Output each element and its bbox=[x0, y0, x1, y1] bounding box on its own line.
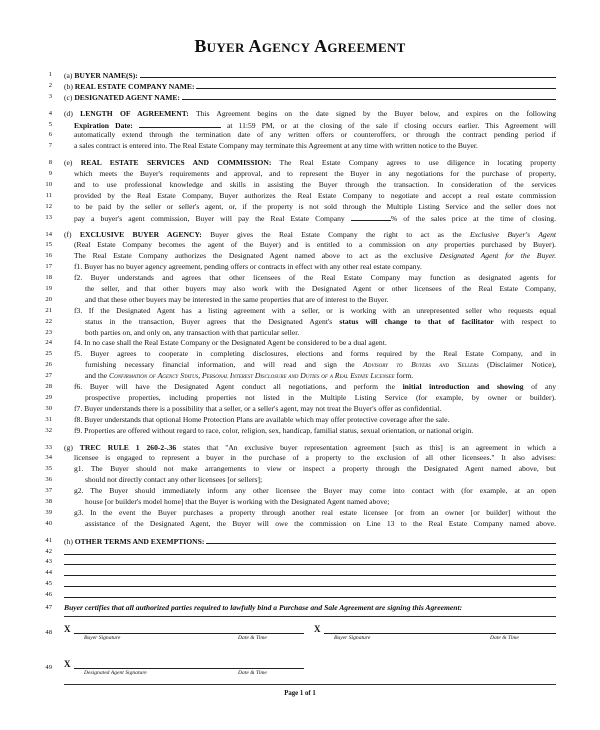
line-text: f8. Buyer understands that optional Home Protection Plans are available which may offer protective coverage after the sale. bbox=[74, 414, 450, 424]
line-text: automatically extend through the termination date of any written offers or counteroffers, or through the contract pending period if bbox=[74, 130, 556, 140]
line-number: 43 bbox=[45, 558, 52, 566]
line-number: 32 bbox=[45, 426, 52, 434]
line-number: 47 bbox=[45, 604, 52, 611]
line-39 bbox=[0, 508, 600, 519]
company-name-field[interactable]: (b) REAL ESTATE COMPANY NAME: bbox=[64, 81, 556, 93]
agent-signature-line[interactable] bbox=[74, 667, 304, 669]
agreement-body bbox=[0, 70, 600, 601]
line-32 bbox=[0, 426, 600, 437]
line-38 bbox=[0, 497, 600, 508]
line-26 bbox=[0, 360, 600, 371]
line-12 bbox=[0, 202, 600, 213]
line-text: f7. Buyer understands there is a possibility that a seller, or a seller's agent, may not treat the Buyer's offer as confidential. bbox=[74, 403, 442, 413]
line-11 bbox=[0, 191, 600, 202]
line-number: 39 bbox=[45, 508, 52, 516]
line-number: 10 bbox=[45, 181, 52, 189]
line-24 bbox=[0, 338, 600, 349]
other-terms-field[interactable]: (h) OTHER TERMS AND EXEMPTIONS: bbox=[64, 536, 556, 548]
buyer-signature-caption: Buyer Signature bbox=[84, 635, 121, 641]
line-text: which meets the Buyer's requirements and approval, and to represent the Buyer in any negotiations for the purchase of property, bbox=[74, 169, 556, 179]
line-10 bbox=[0, 180, 600, 191]
line-number: 48 bbox=[45, 629, 52, 636]
line-28 bbox=[0, 382, 600, 393]
line-37 bbox=[0, 486, 600, 497]
line-text: prospective properties, including properties not listed in the Multiple Listing Service (for example, by owner or builder). bbox=[85, 392, 556, 402]
line-number: 4 bbox=[48, 109, 52, 117]
line-number: 23 bbox=[45, 328, 52, 336]
line-text: both parties on, and only on, any transaction with that particular seller. bbox=[85, 327, 300, 337]
line-number: 2 bbox=[48, 81, 52, 89]
exclusive-text: (f) EXCLUSIVE BUYER AGENCY: Buyer gives the Real Estate Company the right to act as the Exclusive Buyer's Agent bbox=[64, 229, 556, 239]
line-2 bbox=[0, 81, 600, 92]
designated-agent-field[interactable]: (c) DESIGNATED AGENT NAME: bbox=[64, 92, 556, 104]
line-5 bbox=[0, 120, 600, 131]
line-text: provided by the Real Estate Company, Buyer authorizes the Real Estate Company to negotiate and accept a real estate commission bbox=[74, 190, 556, 200]
line-text: f1. Buyer has no buyer agency agreement, pending offers or contracts in effect with any other real estate company. bbox=[74, 262, 422, 272]
line-text: g1. The Buyer should not make arrangements to view or inspect a property through the Designated Agent named above, but bbox=[74, 464, 556, 474]
line-number: 25 bbox=[45, 350, 52, 358]
line-1 bbox=[0, 70, 600, 81]
line-15 bbox=[0, 240, 600, 251]
page-number: Page 1 of 1 bbox=[284, 690, 316, 697]
line-21 bbox=[0, 306, 600, 317]
line-text: f6. Buyer will have the Designated Agent conduct all negotiations, and perform the initial introduction and showing of any bbox=[74, 382, 556, 392]
line-text: The Real Estate Company authorizes the Designated Agent named above to act as the exclusive Designated Agent for the Buyer. bbox=[74, 251, 556, 261]
line-6 bbox=[0, 130, 600, 141]
line-text: and that these other buyers may be interested in the same properties that are of interest to the Buyer. bbox=[85, 294, 389, 304]
line-14 bbox=[0, 230, 600, 241]
line-number: 11 bbox=[45, 191, 52, 199]
buyer-signature-line[interactable] bbox=[74, 632, 304, 634]
line-number: 27 bbox=[45, 372, 52, 380]
line-23 bbox=[0, 328, 600, 339]
line-number: 7 bbox=[48, 142, 52, 150]
date-time-caption: Date & Time bbox=[490, 635, 519, 641]
line-number: 29 bbox=[45, 393, 52, 401]
line-text: should not directly contact any other licensees [or sellers]; bbox=[85, 475, 263, 485]
line-text: f9. Properties are offered without regard to race, color, religion, sex, handicap, familial status, sexual orientation, or national origin. bbox=[74, 425, 474, 435]
line-44 bbox=[0, 568, 600, 579]
line-number: 5 bbox=[48, 120, 52, 128]
line-number: 20 bbox=[45, 295, 52, 303]
line-30 bbox=[0, 404, 600, 415]
certification-text: Buyer certifies that all authorized parties required to lawfully bind a Purchase and Sale Agreement are signing this Agreement: bbox=[64, 603, 463, 612]
signature-x-mark: X bbox=[64, 659, 71, 669]
line-19 bbox=[0, 284, 600, 295]
line-text: f2. Buyer understands and agrees that other licensees of the Real Estate Company may function as designated agents for bbox=[74, 273, 556, 283]
line-number: 37 bbox=[45, 487, 52, 495]
line-number: 15 bbox=[45, 241, 52, 249]
line-number: 19 bbox=[45, 285, 52, 293]
line-number: 40 bbox=[45, 519, 52, 527]
line-text: status in the transaction, Buyer agrees that the Designated Agent's status will change to that of facilitator with respect to bbox=[85, 316, 556, 326]
line-text: a sales contract is entered into. The Real Estate Company may terminate this Agreement at any time with written notice to the Buyer. bbox=[74, 141, 478, 151]
line-7 bbox=[0, 141, 600, 152]
line-number: 16 bbox=[45, 252, 52, 260]
line-18 bbox=[0, 273, 600, 284]
date-time-caption: Date & Time bbox=[238, 635, 267, 641]
line-35 bbox=[0, 464, 600, 475]
line-text: f5. Buyer agrees to cooperate in completing disclosures, elections and forms required by the Real Estate Company, and in bbox=[74, 349, 556, 359]
line-17 bbox=[0, 262, 600, 273]
line-22 bbox=[0, 317, 600, 328]
line-text: f3. If the Designated Agent has a listing agreement with a seller, or is working with an unrepresented seller who requests equal bbox=[74, 305, 556, 315]
line-number: 1 bbox=[48, 71, 52, 78]
line-number: 21 bbox=[45, 306, 52, 314]
length-text: (d) LENGTH OF AGREEMENT: This Agreement begins on the date signed by the Buyer below, and expires on the following bbox=[64, 108, 556, 118]
line-40 bbox=[0, 519, 600, 530]
line-number: 24 bbox=[45, 339, 52, 347]
expiration-field[interactable]: Expiration Date: at 11:59 PM, or at the closing of the sale if closing occurs earlier. This Agreement will bbox=[74, 120, 556, 130]
line-number: 26 bbox=[45, 361, 52, 369]
trec-text: (g) TREC RULE 1 260-2-.36 states that "An exclusive buyer representation agreement [such as this] is an agreement in which a bbox=[64, 442, 556, 452]
line-8 bbox=[0, 158, 600, 169]
line-text: assistance of the Designated Agent, the Buyer will owe the commission on Line 13 to the Real Estate Company named above. bbox=[85, 518, 556, 528]
line-number: 13 bbox=[45, 213, 52, 221]
line-number: 46 bbox=[45, 591, 52, 599]
divider bbox=[64, 616, 556, 617]
signature-x-mark: X bbox=[314, 624, 321, 634]
line-text: (Real Estate Company becomes the agent of the Buyer) and is entitled to a commission on any properties purchased by Buyer). bbox=[74, 240, 556, 250]
line-number: 12 bbox=[45, 202, 52, 210]
line-3 bbox=[0, 92, 600, 103]
line-number: 22 bbox=[45, 317, 52, 325]
line-text: to be paid by the seller or seller's agent, or, if the property is not sold through the Multiple Listing Service and the seller does not bbox=[74, 201, 556, 211]
line-number: 44 bbox=[45, 569, 52, 577]
line-16 bbox=[0, 251, 600, 262]
footer-divider bbox=[64, 684, 556, 685]
line-4 bbox=[0, 109, 600, 120]
line-number: 17 bbox=[45, 263, 52, 271]
line-number: 28 bbox=[45, 383, 52, 391]
signature-x-mark: X bbox=[64, 624, 71, 634]
buyer-signature-caption: Buyer Signature bbox=[334, 635, 371, 641]
line-13 bbox=[0, 213, 600, 224]
line-text: house [or builder's model home] that the Buyer is working with the Designated Agent named above; bbox=[85, 496, 390, 506]
line-number: 6 bbox=[48, 131, 52, 139]
line-43 bbox=[0, 557, 600, 568]
line-text: and to use professional knowledge and skills in assisting the Buyer through the transaction. In consideration of the services bbox=[74, 180, 556, 190]
line-46 bbox=[0, 590, 600, 601]
line-20 bbox=[0, 295, 600, 306]
line-text: g2. The Buyer should immediately inform any other licensee the Buyer may come into contact with (for example, at an open bbox=[74, 486, 556, 496]
line-42 bbox=[0, 547, 600, 558]
line-number: 41 bbox=[45, 536, 52, 544]
line-text: the seller, and that other buyers may also work with the Designated Agent or other licensees of the Real Estate Company, bbox=[85, 284, 556, 294]
line-number: 49 bbox=[45, 664, 52, 671]
line-number: 36 bbox=[45, 476, 52, 484]
commission-field[interactable]: pay a buyer's agent commission, Buyer will pay the Real Estate Company % of the sales price at the time of closing. bbox=[74, 213, 556, 223]
buyer-names-field[interactable]: (a) BUYER NAME(S): bbox=[64, 70, 556, 82]
page-title: Buyer Agency Agreement bbox=[194, 36, 406, 56]
line-number: 14 bbox=[45, 230, 52, 238]
line-number: 31 bbox=[45, 415, 52, 423]
line-number: 3 bbox=[48, 92, 52, 100]
line-34 bbox=[0, 453, 600, 464]
line-29 bbox=[0, 393, 600, 404]
blank-line[interactable] bbox=[64, 590, 556, 602]
line-number: 8 bbox=[48, 159, 52, 167]
agent-signature-caption: Designated Agent Signature bbox=[84, 670, 147, 676]
line-27 bbox=[0, 371, 600, 382]
line-text: and the Confirmation of Agency Status, Personal Interest Disclosure and Duties of a Real Estate Licensee form. bbox=[85, 371, 414, 381]
line-text: g3. In the event the Buyer purchases a property through another real estate licensee [or from an owner [or builder] without the bbox=[74, 507, 556, 517]
services-text: (e) REAL ESTATE SERVICES AND COMMISSION: The Real Estate Company agrees to use diligence in locating property bbox=[64, 158, 556, 168]
line-45 bbox=[0, 579, 600, 590]
line-text: licensee is engaged to represent a buyer in the purchase of a property to the exclusion of all other licensees." It also advises: bbox=[74, 453, 556, 463]
line-number: 45 bbox=[45, 580, 52, 588]
line-number: 38 bbox=[45, 497, 52, 505]
line-number: 42 bbox=[45, 547, 52, 555]
line-9 bbox=[0, 169, 600, 180]
line-number: 33 bbox=[45, 443, 52, 451]
line-text: f4. In no case shall the Real Estate Company or the Designated Agent be considered to be a dual agent. bbox=[74, 338, 387, 348]
line-number: 30 bbox=[45, 404, 52, 412]
line-41 bbox=[0, 536, 600, 547]
line-number: 35 bbox=[45, 465, 52, 473]
line-number: 9 bbox=[48, 170, 52, 178]
line-31 bbox=[0, 415, 600, 426]
line-36 bbox=[0, 475, 600, 486]
line-number: 34 bbox=[45, 454, 52, 462]
buyer-signature-line-2[interactable] bbox=[324, 632, 556, 634]
line-text: furnishing necessary financial information, and will read and sign the Advisory to Buyers and Sellers (Disclaimer Notice), bbox=[85, 360, 556, 370]
line-33 bbox=[0, 443, 600, 454]
line-25 bbox=[0, 349, 600, 360]
line-number: 18 bbox=[45, 274, 52, 282]
date-time-caption: Date & Time bbox=[238, 670, 267, 676]
